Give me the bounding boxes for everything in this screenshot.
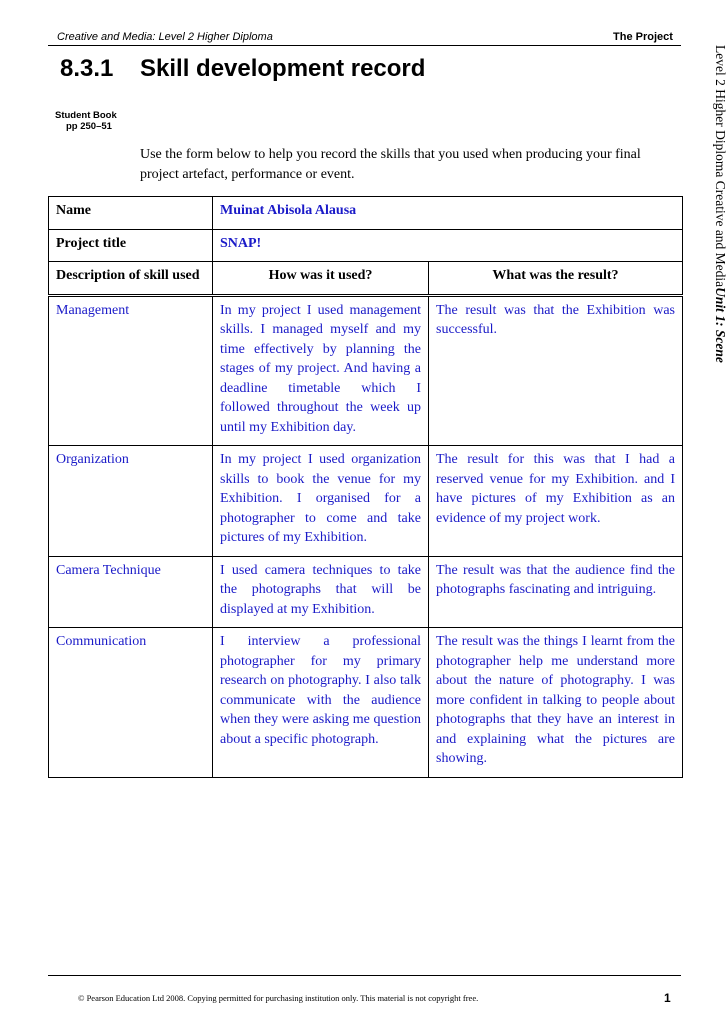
name-value: Muinat Abisola Alausa [213, 197, 683, 230]
student-book-pages: pp 250–51 [66, 121, 112, 132]
skill-name: Communication [49, 628, 213, 778]
skill-result: The result for this was that I had a reserved venue for my Exhibition. and I have pictures of my Exhibition as an evidence of my project work. [429, 446, 683, 557]
page-number: 1 [664, 991, 671, 1005]
header-rule [48, 45, 681, 46]
col-header-how: How was it used? [213, 262, 429, 296]
copyright-notice: © Pearson Education Ltd 2008. Copying permitted for purchasing institution only. This material is not copyright free. [78, 993, 479, 1003]
table-row [49, 556, 683, 628]
footer-rule [48, 975, 681, 976]
running-header-section: The Project [613, 31, 673, 43]
skill-how: I used camera techniques to take the photographs that will be displayed at my Exhibition. [213, 556, 429, 628]
intro-text: Use the form below to help you record the skills that you used when producing your final project artefact, performance or event. [140, 147, 641, 182]
name-label: Name [49, 197, 213, 230]
project-title-value: SNAP! [213, 229, 683, 262]
name-row [49, 197, 683, 230]
skill-result: The result was the things I learnt from the photographer help me understand more about the nature of photography. I was more confident in talking to people about photographs that they have an interest in and explaining what the pictures are showing. [429, 628, 683, 778]
side-running-title [712, 45, 728, 363]
skill-name: Management [49, 295, 213, 446]
project-title-row [49, 229, 683, 262]
skill-how: In my project I used organization skills to book the venue for my Exhibition. I organised for a photographer to come and take pictures of my Exhibition. [213, 446, 429, 557]
skill-name: Camera Technique [49, 556, 213, 628]
skill-result: The result was that the audience find the photographs fascinating and intriguing. [429, 556, 683, 628]
side-title-unit: Unit 1: Scene [713, 287, 728, 363]
student-book-label: Student Book [55, 110, 117, 121]
column-header-row [49, 262, 683, 296]
skill-record-table [48, 196, 683, 778]
table-row [49, 446, 683, 557]
side-title-plain: Level 2 Higher Diploma Creative and Media [713, 45, 728, 288]
skill-name: Organization [49, 446, 213, 557]
section-number: 8.3.1 [60, 55, 114, 82]
section-title: Skill development record [140, 55, 426, 82]
table-row [49, 295, 683, 446]
table-row [49, 628, 683, 778]
skill-how: In my project I used management skills. I managed myself and my time effectively by planning the stages of my project. And having a deadline timetable which I followed throughout the week up until my Exhibition day. [213, 295, 429, 446]
col-header-skill: Description of skill used [49, 262, 213, 296]
skill-result: The result was that the Exhibition was successful. [429, 295, 683, 446]
project-title-label: Project title [49, 229, 213, 262]
col-header-result: What was the result? [429, 262, 683, 296]
skill-how: I interview a professional photographer for my primary research on photography. I also talk communicate with the audience when they were asking me question about a specific photograph. [213, 628, 429, 778]
student-book-reference [55, 110, 117, 132]
running-header-title: Creative and Media: Level 2 Higher Diploma [57, 31, 273, 43]
